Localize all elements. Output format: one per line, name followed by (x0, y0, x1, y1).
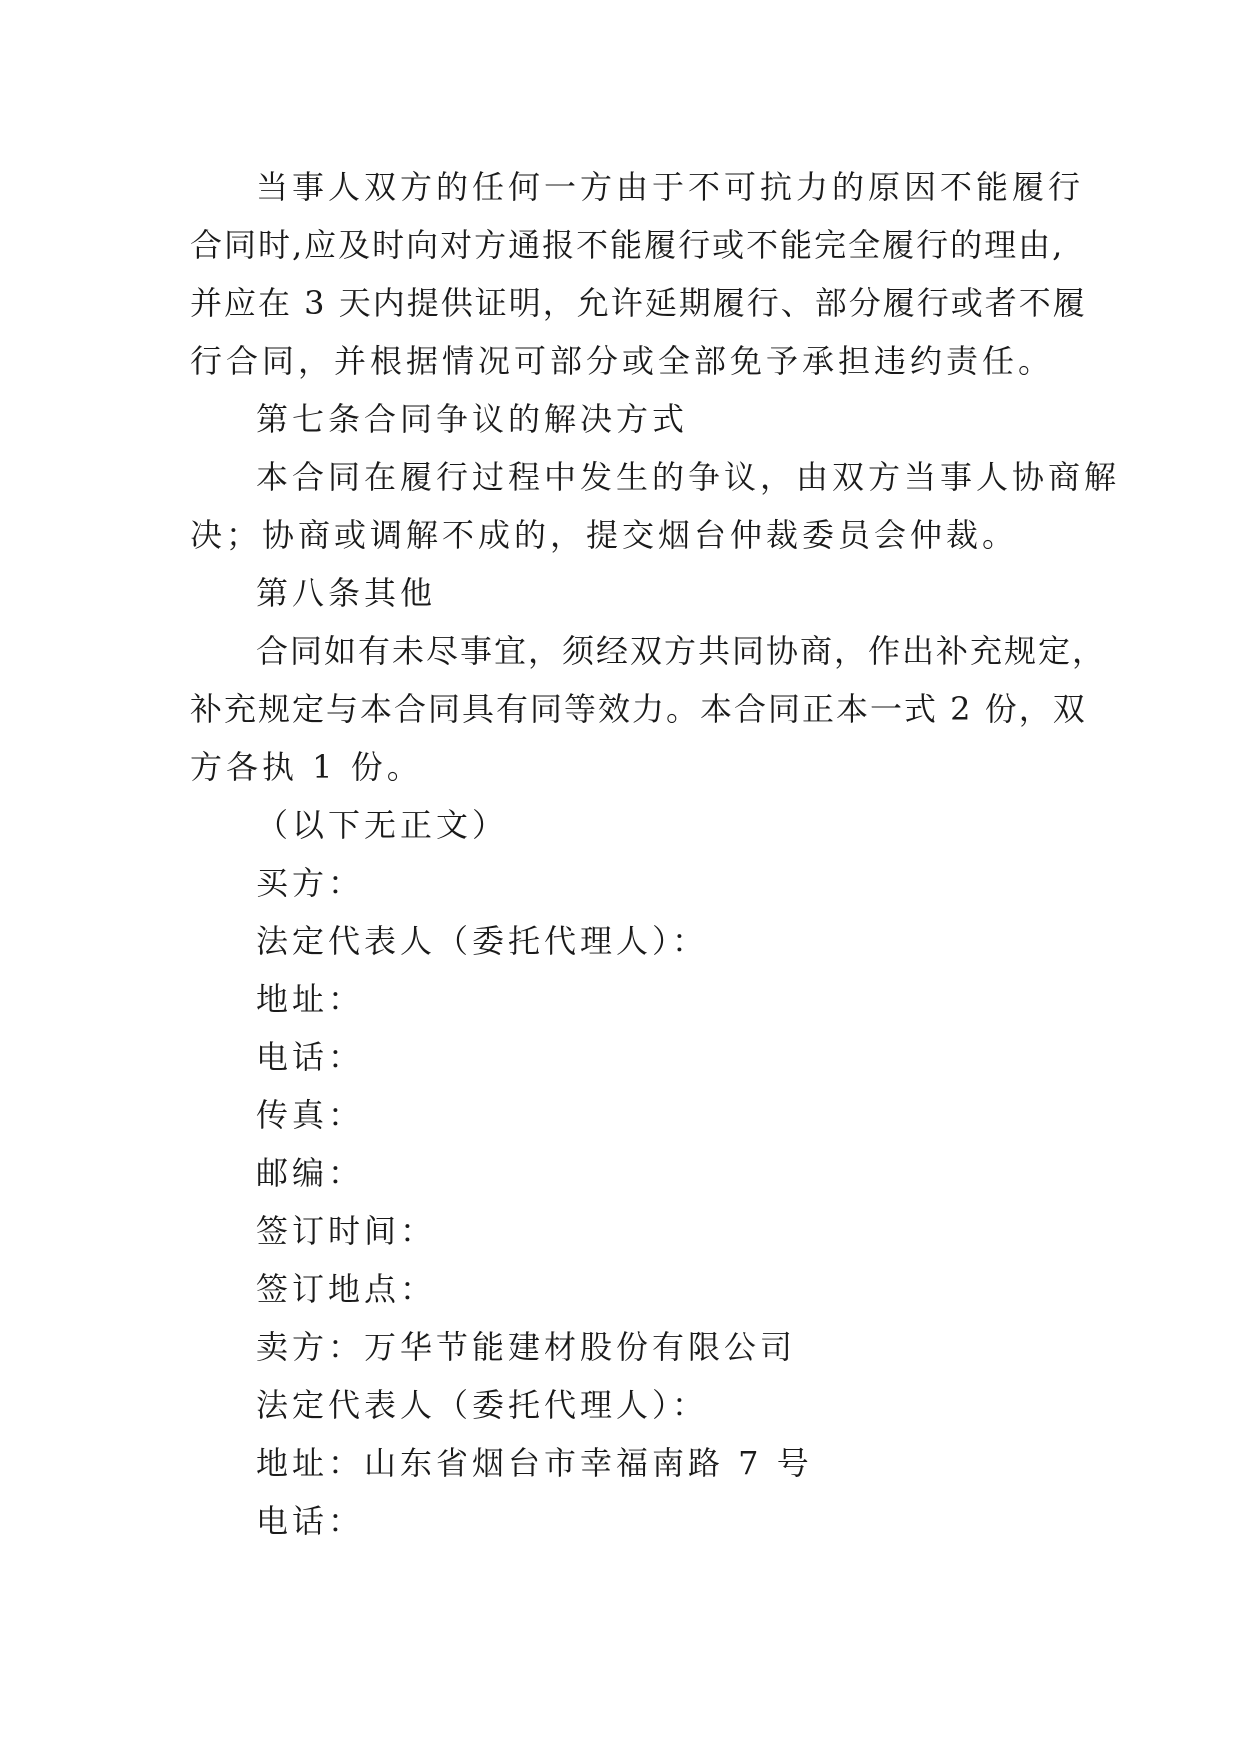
paragraph-line: 行合同，并根据情况可部分或全部免予承担违约责任。 (190, 342, 1055, 380)
signing-time-label: 签订时间： (256, 1212, 437, 1250)
paragraph-line: 本合同在履行过程中发生的争议，由双方当事人协商解 (256, 458, 1121, 496)
paragraph-line: 合同如有未尽事宜，须经双方共同协商，作出补充规定， (256, 632, 1107, 670)
section-heading: 第八条其他 (256, 574, 437, 612)
buyer-label: 买方： (256, 864, 365, 902)
paragraph-line: 当事人双方的任何一方由于不可抗力的原因不能履行 (256, 168, 1085, 206)
buyer-fax-label: 传真： (256, 1096, 365, 1134)
paragraph-line: 并应在 3 天内提供证明，允许延期履行、部分履行或者不履 (190, 284, 1087, 322)
buyer-phone-label: 电话： (256, 1038, 365, 1076)
seller-phone-label: 电话： (256, 1502, 365, 1540)
buyer-postcode-label: 邮编： (256, 1154, 365, 1192)
paragraph-line: 方各执 1 份。 (190, 748, 423, 786)
document-body (190, 158, 1121, 1550)
signing-place-label: 签订地点： (256, 1270, 437, 1308)
seller-label: 卖方：万华节能建材股份有限公司 (256, 1328, 797, 1366)
paragraph-line: 决；协商或调解不成的，提交烟台仲裁委员会仲裁。 (190, 516, 1019, 554)
section-heading: 第七条合同争议的解决方式 (256, 400, 689, 438)
buyer-representative-label: 法定代表人（委托代理人）： (256, 922, 709, 960)
seller-address-label: 地址：山东省烟台市幸福南路 7 号 (256, 1444, 813, 1482)
paragraph-line: 合同时,应及时向对方通报不能履行或不能完全履行的理由, (190, 226, 1065, 264)
buyer-address-label: 地址： (256, 980, 365, 1018)
seller-representative-label: 法定代表人（委托代理人）： (256, 1386, 709, 1424)
no-more-text-note: （以下无正文） (256, 806, 509, 844)
paragraph-line: 补充规定与本合同具有同等效力。本合同正本一式 2 份，双 (190, 690, 1087, 728)
